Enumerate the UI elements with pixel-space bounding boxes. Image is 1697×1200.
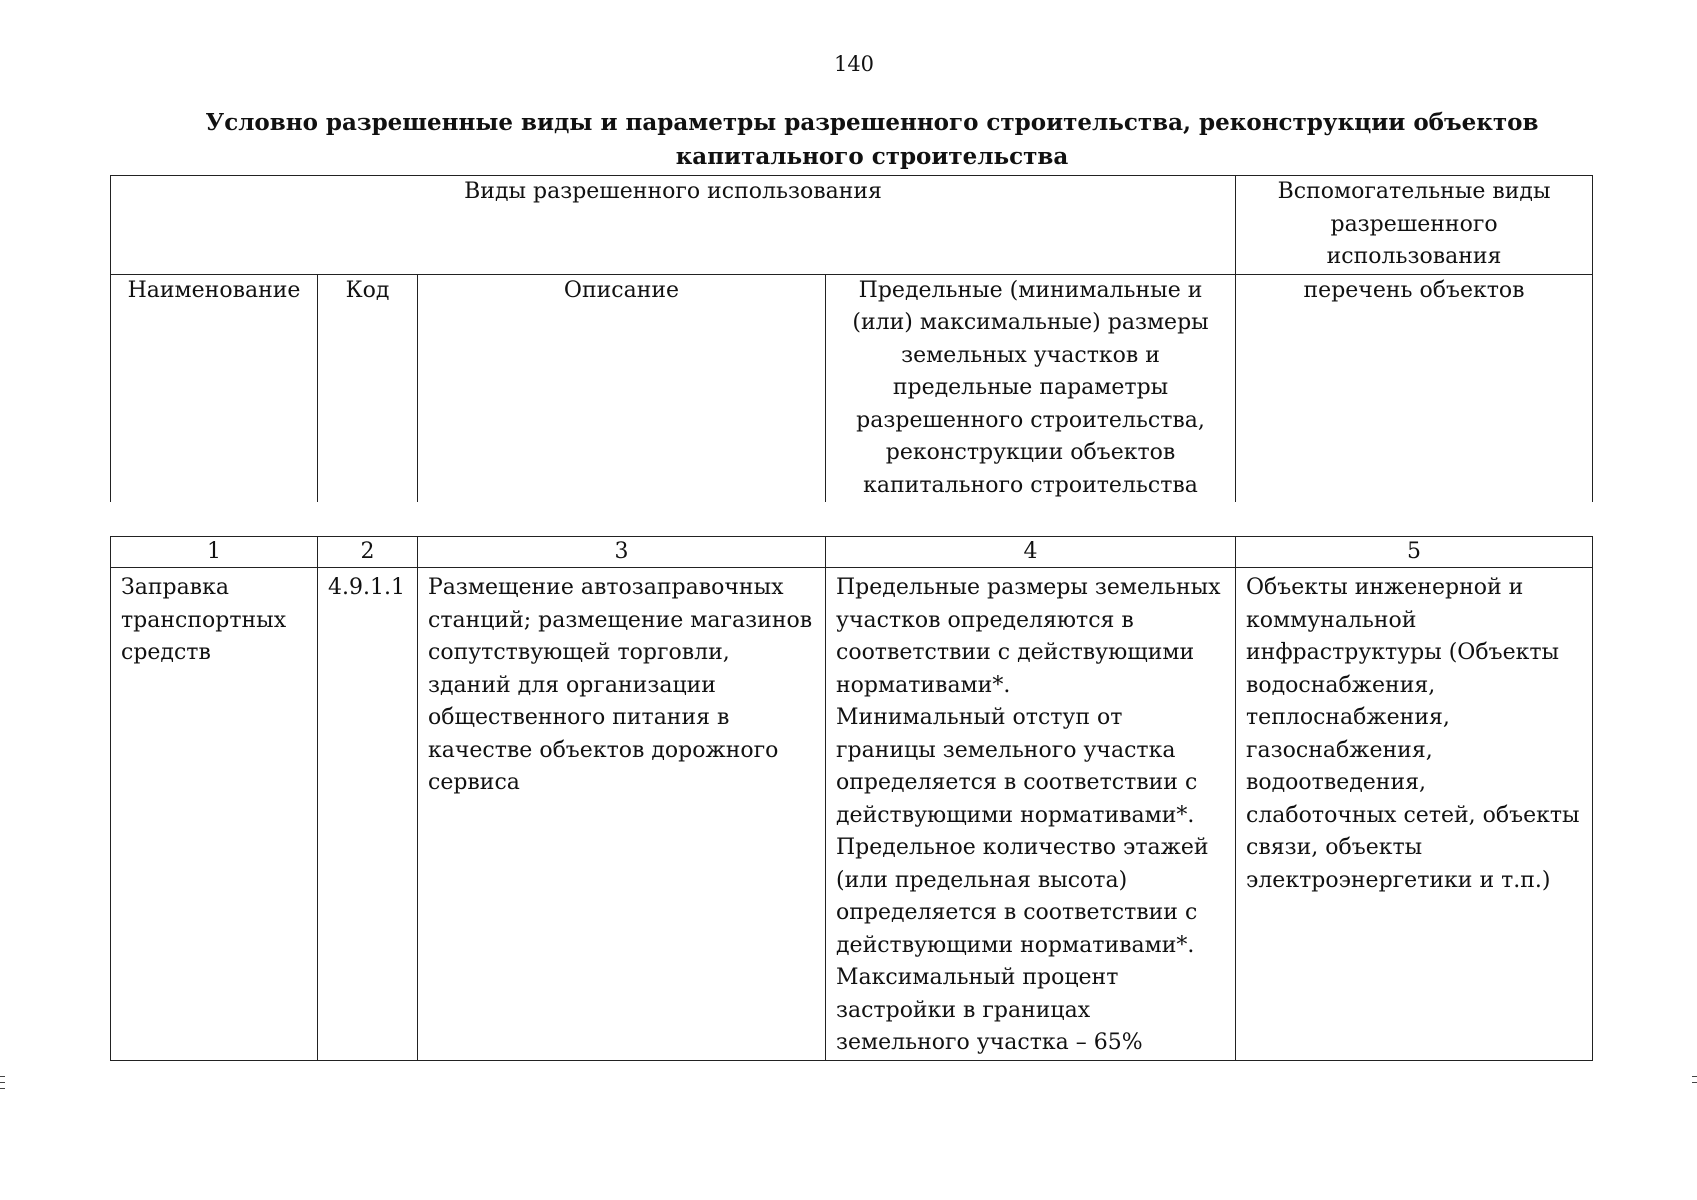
row-aux-objects: Объекты инженерной и коммунальной инфраструктуры (Объекты водоснабжения, теплоснабжения, газоснабжения, водоотведения, слаботочных сетей, объекты связи, объекты электроэнергетики и т.п.) (1236, 568, 1593, 1061)
column-number: 4 (826, 537, 1236, 568)
header-table (110, 175, 1593, 502)
limit-item: Предельное количество этажей (или предельная высота) определяется в соответствии с действующими нормативами*. (836, 835, 1209, 958)
header-col-aux-list: перечень объектов (1236, 274, 1593, 502)
table-row (111, 568, 1593, 1061)
column-number: 1 (111, 537, 318, 568)
scan-edge-mark (1692, 1082, 1697, 1083)
page-number: 140 (833, 52, 875, 76)
header-col-description: Описание (418, 274, 826, 502)
limit-item: Предельные размеры земельных участков определяются в соответствии с действующими нормативами*. (836, 575, 1221, 698)
column-number: 5 (1236, 537, 1593, 568)
row-name: Заправка транспортных средств (111, 568, 318, 1061)
limit-item: Минимальный отступ от границы земельного участка определяется в соответствии с действующими нормативами*. (836, 705, 1198, 828)
header-col-name: Наименование (111, 274, 318, 502)
document-title: Условно разрешенные виды и параметры разрешенного строительства, реконструкции объектов капитального строительства (205, 109, 1539, 170)
header-col-limits: Предельные (минимальные и (или) максимальные) размеры земельных участков и предельные параметры разрешенного строительства, реконструкции объектов капитального строительства (826, 274, 1236, 502)
column-number: 2 (318, 537, 418, 568)
scan-edge-mark (0, 1076, 5, 1077)
header-col-code: Код (318, 274, 418, 502)
column-numbers-row (111, 537, 1593, 568)
row-code: 4.9.1.1 (318, 568, 418, 1061)
header-main-group: Виды разрешенного использования (111, 176, 1236, 275)
limit-item: Максимальный процент застройки в границах земельного участка – 65% (836, 965, 1143, 1055)
scan-edge-mark (1692, 1076, 1697, 1077)
header-aux-group: Вспомогательные виды разрешенного использования (1236, 176, 1593, 275)
column-number: 3 (418, 537, 826, 568)
scan-edge-mark (0, 1082, 5, 1083)
row-limits (826, 568, 1236, 1061)
scan-edge-mark (0, 1088, 5, 1089)
row-description: Размещение автозаправочных станций; размещение магазинов сопутствующей торговли, зданий для организации общественного питания в качестве объектов дорожного сервиса (418, 568, 826, 1061)
data-table (110, 536, 1593, 1061)
